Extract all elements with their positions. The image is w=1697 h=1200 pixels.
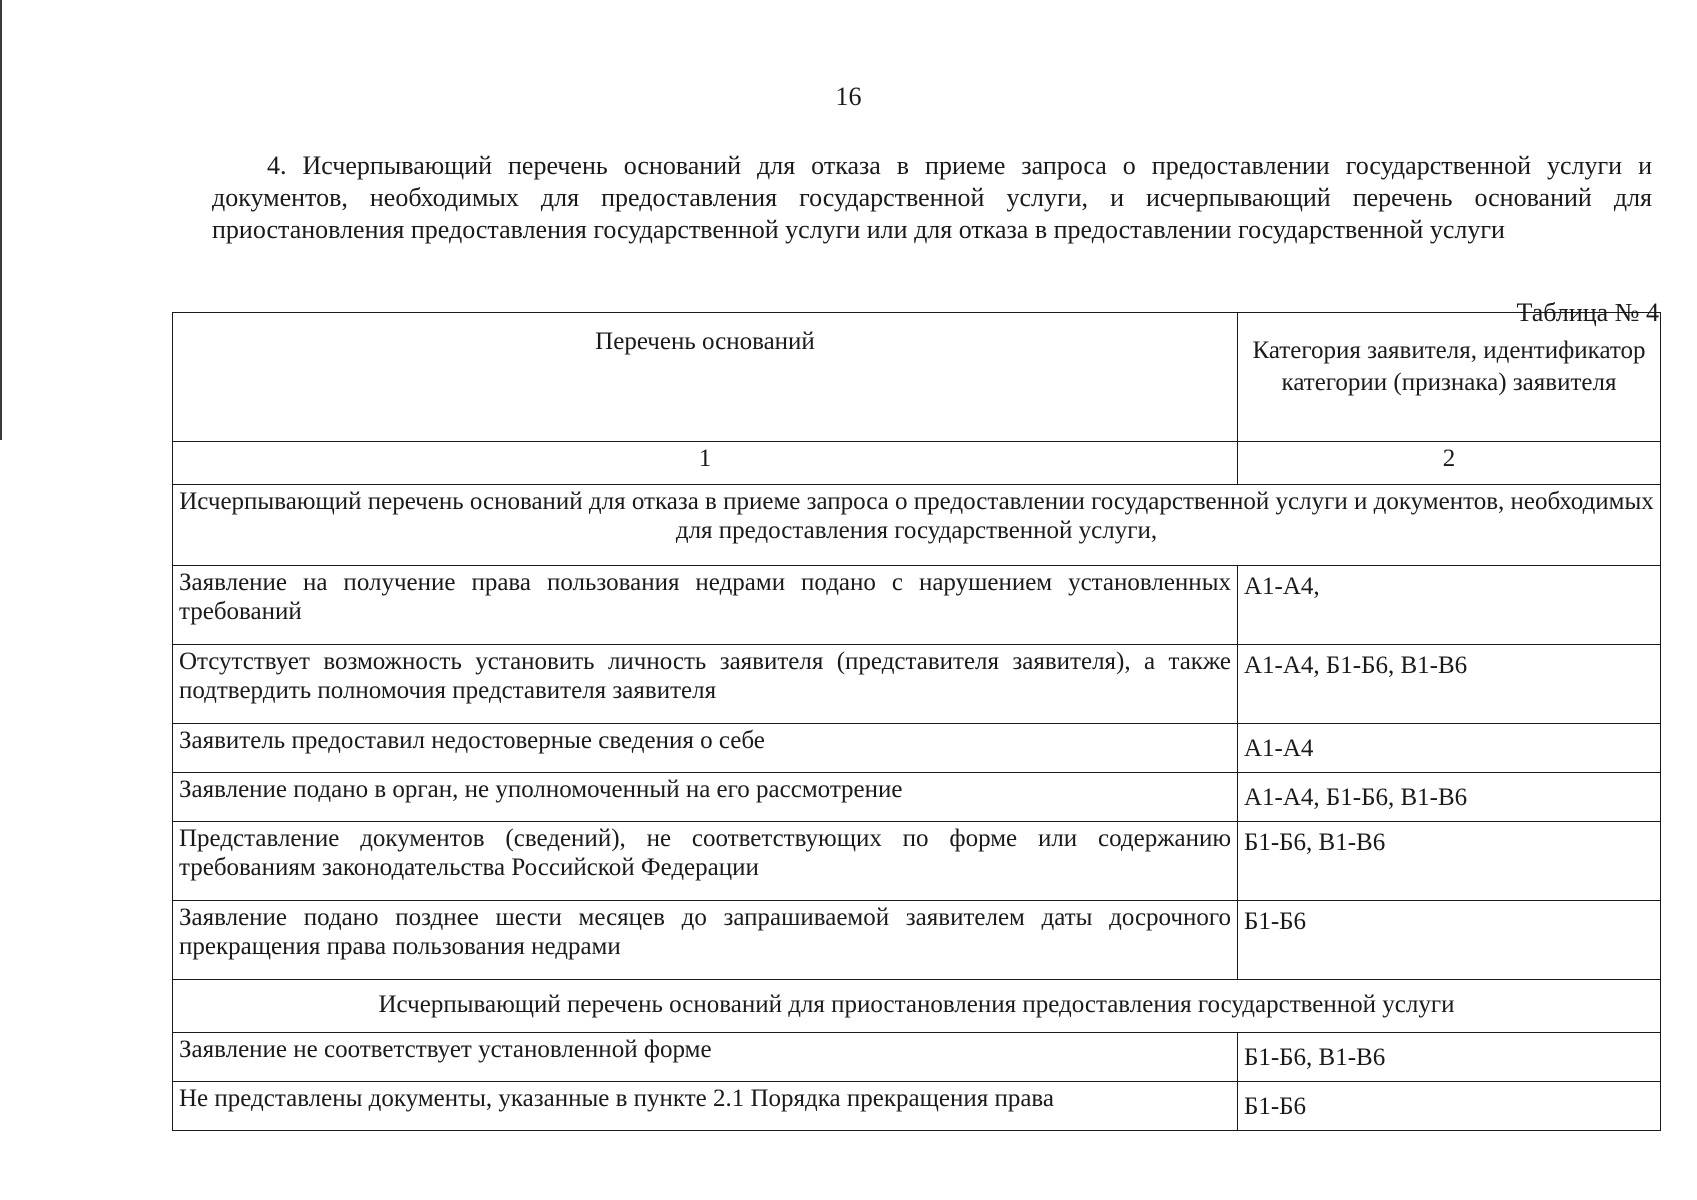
- column-number-1: 1: [173, 442, 1238, 485]
- category-cell: Б1-Б6, В1-В6: [1238, 1033, 1661, 1082]
- reasons-table: [172, 312, 1661, 1131]
- table-row: [173, 1033, 1661, 1082]
- table-row: [173, 901, 1661, 980]
- category-cell: Б1-Б6, В1-В6: [1238, 822, 1661, 901]
- section-heading: 4. Исчерпывающий перечень оснований для отказа в приеме запроса о предоставлении государственной услуги и документов, необходимых для предоставления государственной услуги, и исчерпывающий перечень оснований для приостановления предоставления государственной услуги или для отказа в предоставлении государственной услуги: [212, 151, 1652, 244]
- section-title-refusal: Исчерпывающий перечень оснований для отказа в приеме запроса о предоставлении государственной услуги и документов, необходимых для предоставления государственной услуги,: [173, 485, 1661, 566]
- table-header-row: [173, 313, 1661, 442]
- table-row: [173, 724, 1661, 773]
- reason-cell: Заявление не соответствует установленной форме: [173, 1033, 1238, 1082]
- category-cell: Б1-Б6: [1238, 1082, 1661, 1131]
- category-cell: Б1-Б6: [1238, 901, 1661, 980]
- table-row: [173, 566, 1661, 645]
- reason-cell: Отсутствует возможность установить личность заявителя (представителя заявителя), а также подтвердить полномочия представителя заявителя: [173, 645, 1238, 724]
- section-title-row: [173, 485, 1661, 566]
- reason-cell: Заявление подано в орган, не уполномоченный на его рассмотрение: [173, 773, 1238, 822]
- column-number-2: 2: [1238, 442, 1661, 485]
- header-applicant-category: Категория заявителя, идентификатор категории (признака) заявителя: [1238, 313, 1661, 442]
- page-number: 16: [835, 82, 862, 111]
- header-reasons-list: Перечень оснований: [173, 313, 1238, 442]
- table-row: [173, 773, 1661, 822]
- category-cell: А1-А4, Б1-Б6, В1-В6: [1238, 773, 1661, 822]
- column-number-row: [173, 442, 1661, 485]
- reason-cell: Заявление подано позднее шести месяцев до запрашиваемой заявителем даты досрочного прекращения права пользования недрами: [173, 901, 1238, 980]
- reason-cell: Не представлены документы, указанные в пункте 2.1 Порядка прекращения права: [173, 1082, 1238, 1131]
- reason-cell: Представление документов (сведений), не соответствующих по форме или содержанию требованиям законодательства Российской Федерации: [173, 822, 1238, 901]
- table-row: [173, 645, 1661, 724]
- table-row: [173, 822, 1661, 901]
- section-title-suspension: Исчерпывающий перечень оснований для приостановления предоставления государственной услуги: [173, 980, 1661, 1033]
- section-title-row: [173, 980, 1661, 1033]
- reason-cell: Заявление на получение права пользования недрами подано с нарушением установленных требований: [173, 566, 1238, 645]
- category-cell: А1-А4: [1238, 724, 1661, 773]
- category-cell: А1-А4,: [1238, 566, 1661, 645]
- category-cell: А1-А4, Б1-Б6, В1-В6: [1238, 645, 1661, 724]
- reason-cell: Заявитель предоставил недостоверные сведения о себе: [173, 724, 1238, 773]
- table-caption: Таблица № 4: [1516, 298, 1659, 327]
- scan-edge-line: [0, 0, 2, 440]
- table-row: [173, 1082, 1661, 1131]
